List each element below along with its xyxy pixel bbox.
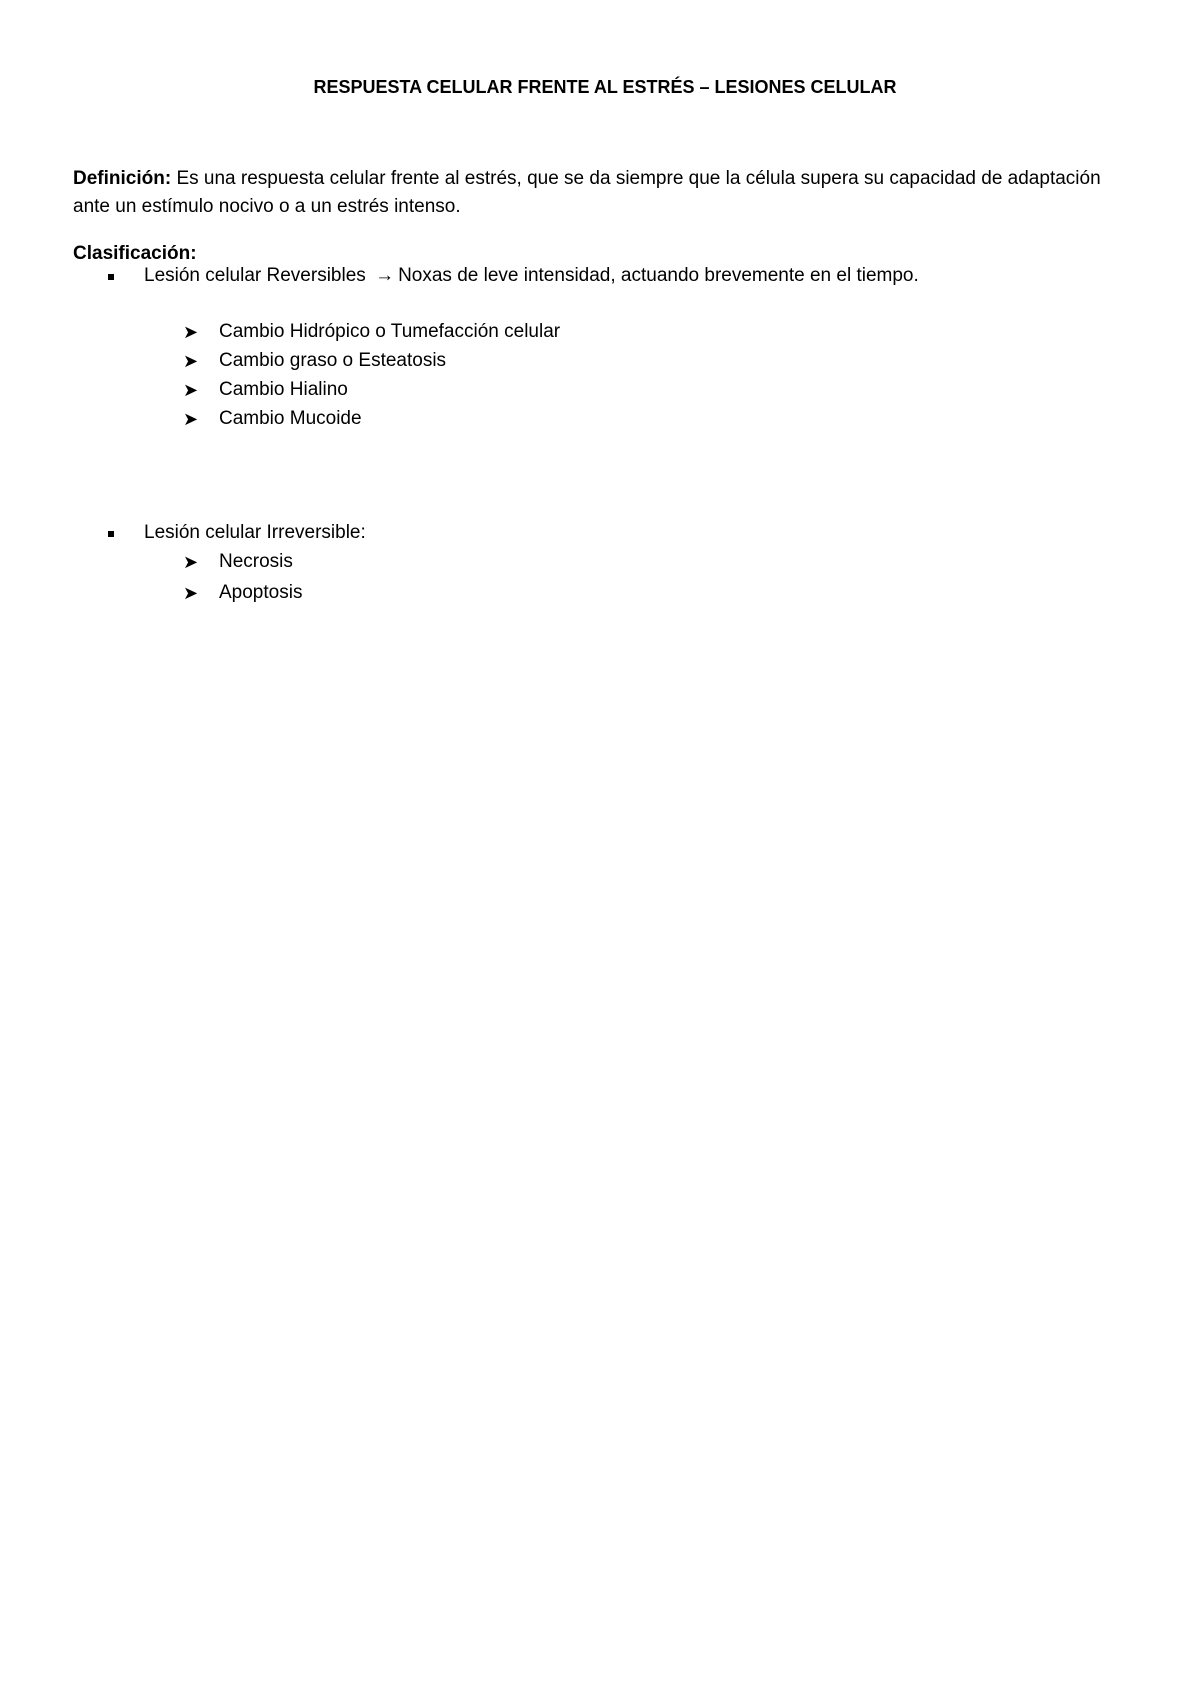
classification-heading: Clasificación: (73, 243, 197, 264)
square-bullet-icon (108, 274, 114, 280)
arrowhead-bullet-icon: ➤ (183, 552, 199, 572)
square-bullet-icon (108, 531, 114, 537)
sub-item-label: Apoptosis (219, 582, 303, 603)
arrowhead-bullet-icon: ➤ (183, 322, 199, 342)
sub-item-label: Necrosis (219, 551, 293, 572)
arrowhead-bullet-icon: ➤ (183, 380, 199, 400)
reversible-label: Lesión celular Reversibles (144, 265, 366, 286)
arrowhead-bullet-icon: ➤ (183, 351, 199, 371)
right-arrow-icon: → (375, 265, 395, 286)
sub-item-label: Cambio Hidrópico o Tumefacción celular (219, 321, 561, 342)
definition-paragraph (73, 165, 1123, 221)
arrowhead-bullet-icon: ➤ (183, 409, 199, 429)
definition-text: Es una respuesta celular frente al estrés, que se da siempre que la célula supera su capacidad de adaptación ante un estímulo nocivo o a un estrés intenso. (73, 168, 1101, 217)
definition-label: Definición: (73, 168, 172, 189)
sub-item-label: Cambio Hialino (219, 379, 348, 400)
irreversible-label: Lesión celular Irreversible: (144, 522, 366, 543)
sub-item-label: Cambio Mucoide (219, 408, 362, 429)
reversible-description: Noxas de leve intensidad, actuando brevemente en el tiempo. (398, 265, 919, 286)
document-title: RESPUESTA CELULAR FRENTE AL ESTRÉS – LESIONES CELULAR (313, 77, 897, 97)
sub-item-label: Cambio graso o Esteatosis (219, 350, 447, 371)
arrowhead-bullet-icon: ➤ (183, 583, 199, 603)
